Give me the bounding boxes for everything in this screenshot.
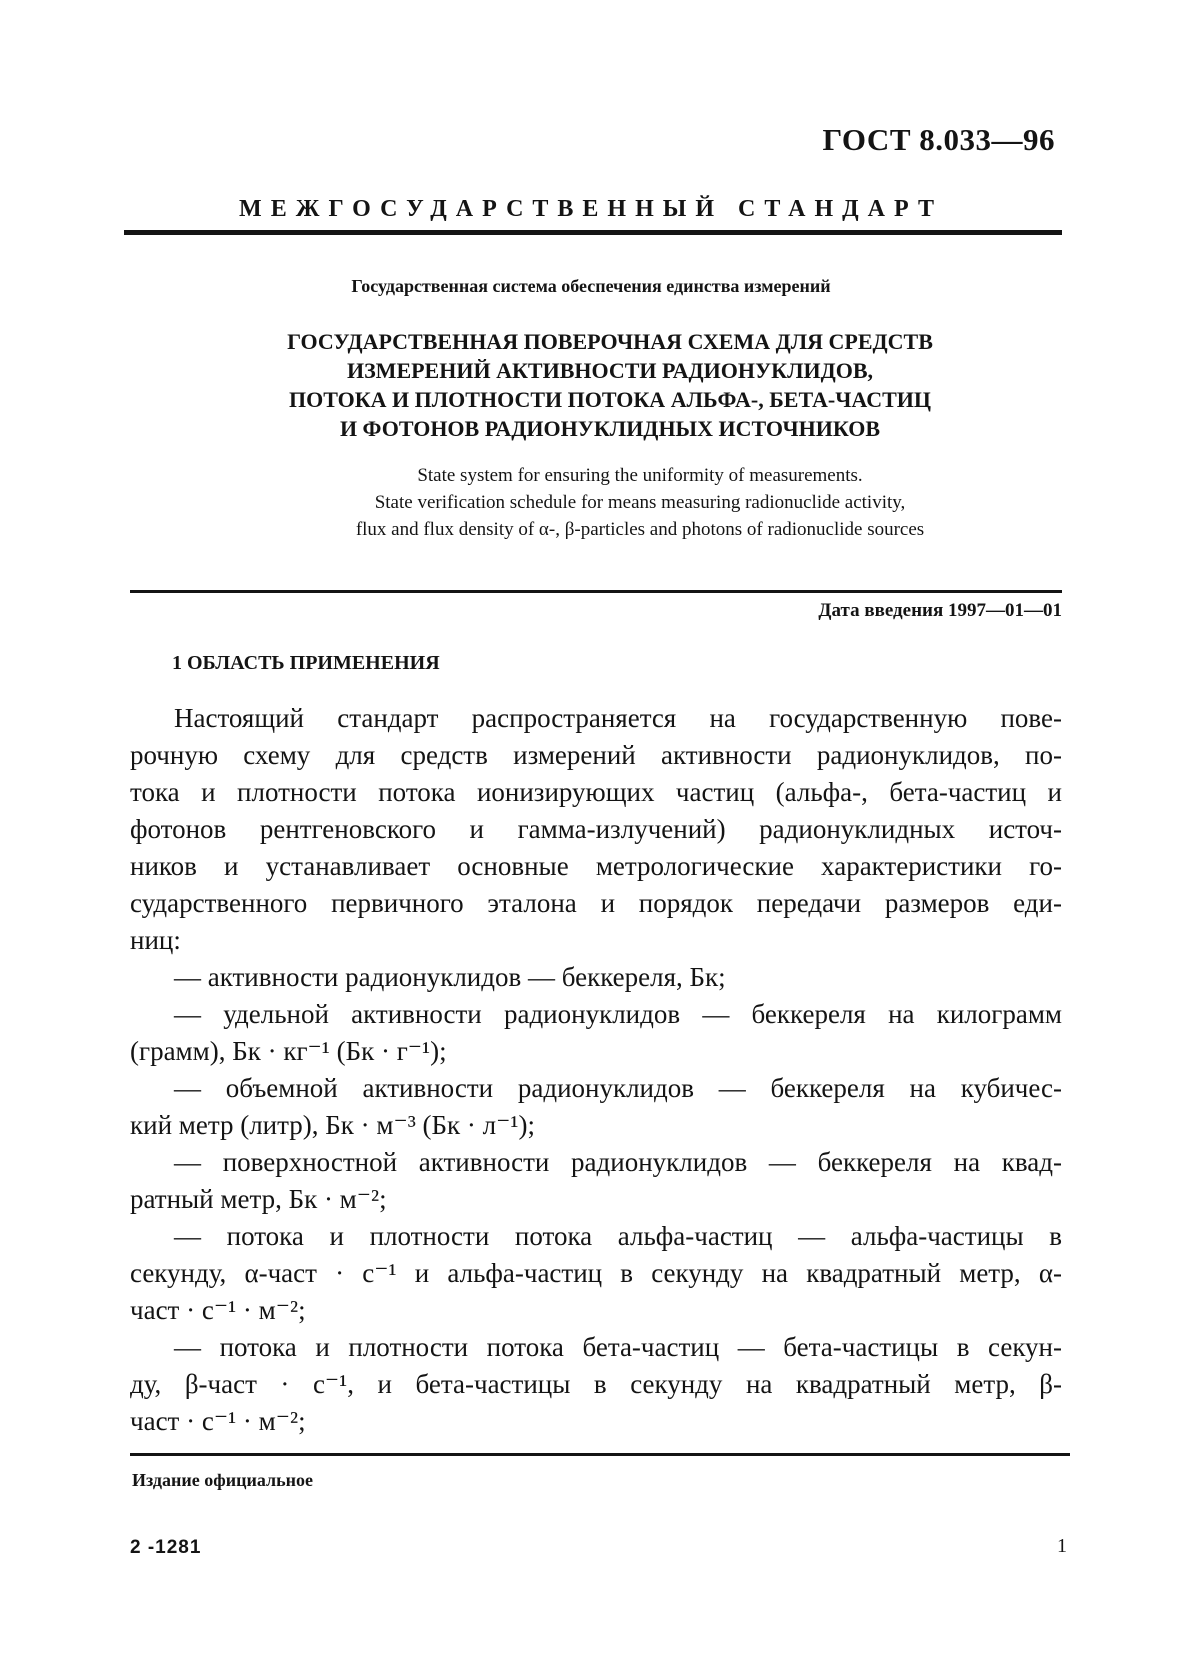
document-code: ГОСТ 8.033—96 (822, 122, 1055, 157)
main-title-line: И ФОТОНОВ РАДИОНУКЛИДНЫХ ИСТОЧНИКОВ (339, 416, 881, 441)
body-line: ратный метр, Бк · м⁻²; (130, 1184, 387, 1214)
english-title-line: State system for ensuring the uniformity of measurements. (417, 465, 863, 486)
footer-divider (130, 1453, 1070, 1456)
body-text (130, 700, 1062, 1440)
main-title (180, 327, 1040, 443)
body-line: сударственного первичного эталона и порядок передачи размеров еди- (130, 888, 1062, 918)
body-line: — активности радионуклидов — беккереля, Бк; (174, 962, 726, 992)
body-line: част · с⁻¹ · м⁻²; (130, 1295, 306, 1325)
main-title-line: ПОТОКА И ПЛОТНОСТИ ПОТОКА АЛЬФА-, БЕТА-ЧАСТИЦ (289, 387, 931, 412)
body-line: рочную схему для средств измерений активности радионуклидов, по- (130, 740, 1062, 770)
introduction-date: Дата введения 1997—01—01 (818, 600, 1062, 621)
section-heading: 1 ОБЛАСТЬ ПРИМЕНЕНИЯ (172, 652, 440, 674)
main-title-line: ГОСУДАРСТВЕННАЯ ПОВЕРОЧНАЯ СХЕМА ДЛЯ СРЕДСТВ (287, 329, 933, 354)
middle-divider (130, 590, 1062, 593)
body-line: ниц: (130, 925, 181, 955)
english-title (200, 462, 1080, 543)
standard-heading: МЕЖГОСУДАРСТВЕННЫЙ СТАНДАРТ (239, 196, 943, 222)
english-title-line: flux and flux density of α-, β-particles and photons of radionuclide sources (355, 519, 925, 540)
body-line: част · с⁻¹ · м⁻²; (130, 1406, 306, 1436)
body-line: (грамм), Бк · кг⁻¹ (Бк · г⁻¹); (130, 1036, 447, 1066)
body-line: — удельной активности радионуклидов — беккереля на килограмм (174, 999, 1062, 1029)
official-edition-label: Издание официальное (132, 1470, 313, 1490)
body-line: — потока и плотности потока бета-частиц — бета-частицы в секун- (174, 1332, 1062, 1362)
sheet-code: 2 -1281 (130, 1537, 202, 1558)
body-line: секунду, α-част · с⁻¹ и альфа-частиц в секунду на квадратный метр, α- (130, 1258, 1062, 1288)
body-line: ников и устанавливает основные метрологические характеристики го- (130, 851, 1062, 881)
top-divider (124, 230, 1062, 235)
english-title-line: State verification schedule for means measuring radionuclide activity, (374, 492, 906, 513)
body-line: кий метр (литр), Бк · м⁻³ (Бк · л⁻¹); (130, 1110, 535, 1140)
body-line: фотонов рентгеновского и гамма-излучений) радионуклидных источ- (130, 814, 1062, 844)
body-line: тока и плотности потока ионизирующих частиц (альфа-, бета-частиц и (130, 777, 1062, 807)
body-line: — потока и плотности потока альфа-частиц — альфа-частицы в (174, 1221, 1062, 1251)
body-line: ду, β-част · с⁻¹, и бета-частицы в секунду на квадратный метр, β- (130, 1369, 1062, 1399)
body-line: — объемной активности радионуклидов — беккереля на кубичес- (174, 1073, 1062, 1103)
system-title: Государственная система обеспечения единства измерений (351, 276, 831, 296)
body-line: Настоящий стандарт распространяется на государственную пове- (174, 703, 1062, 733)
body-line: — поверхностной активности радионуклидов — беккереля на квад- (174, 1147, 1062, 1177)
page-number: 1 (1057, 1535, 1067, 1557)
main-title-line: ИЗМЕРЕНИЙ АКТИВНОСТИ РАДИОНУКЛИДОВ, (346, 358, 874, 383)
